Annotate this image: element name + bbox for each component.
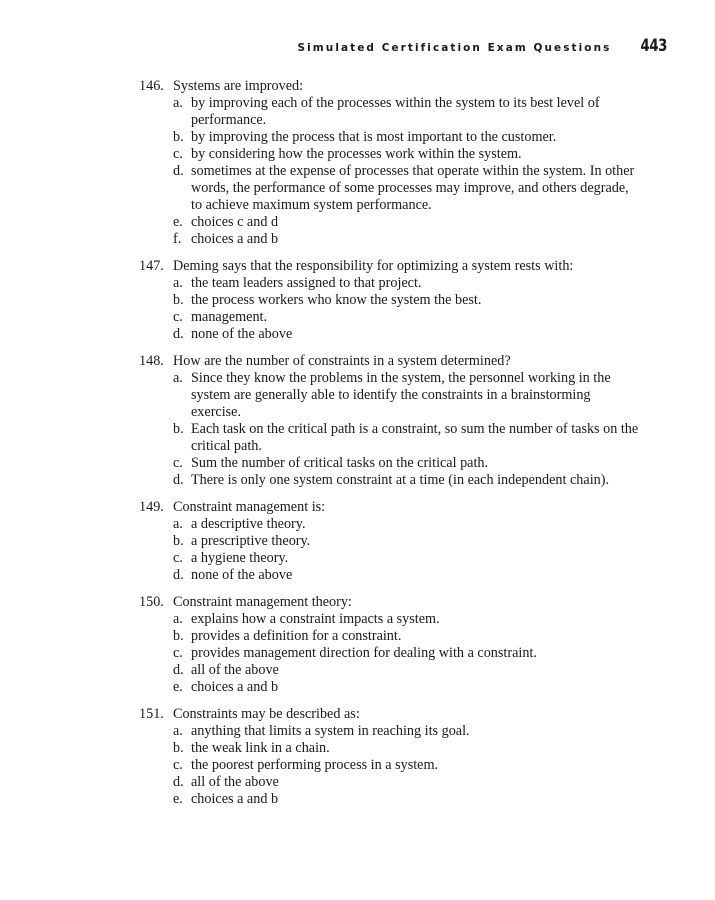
- answer-choice: [173, 309, 639, 326]
- choice-text: a prescriptive theory.: [191, 533, 311, 549]
- answer-choices: [173, 275, 639, 343]
- question-stem: [139, 594, 639, 611]
- question-148: [139, 353, 639, 489]
- question-number: 146.: [139, 78, 164, 94]
- choice-letter: b.: [173, 533, 184, 549]
- choice-text: the process workers who know the system the best.: [191, 292, 482, 308]
- running-header-title: Simulated Certification Exam Questions: [297, 41, 611, 54]
- choice-text: Each task on the critical path is a constraint, so sum the number of tasks on the critical path.: [191, 421, 639, 454]
- question-text: Constraint management theory:: [173, 594, 352, 610]
- choice-text: the team leaders assigned to that project.: [191, 275, 422, 291]
- choice-text: Sum the number of critical tasks on the critical path.: [191, 455, 489, 471]
- choice-letter: a.: [173, 723, 183, 739]
- choice-text: by considering how the processes work within the system.: [191, 146, 522, 162]
- choice-letter: c.: [173, 550, 183, 566]
- answer-choice: [173, 275, 639, 292]
- choice-text: all of the above: [191, 662, 279, 678]
- answer-choice: [173, 129, 639, 146]
- choice-text: management.: [191, 309, 268, 325]
- question-text: How are the number of constraints in a system determined?: [173, 353, 511, 369]
- choice-letter: c.: [173, 146, 183, 162]
- choice-letter: c.: [173, 455, 183, 471]
- answer-choice: [173, 567, 639, 584]
- answer-choice: [173, 757, 639, 774]
- choice-letter: c.: [173, 309, 183, 325]
- answer-choice: [173, 455, 639, 472]
- answer-choices: [173, 611, 639, 696]
- choice-letter: e.: [173, 679, 183, 695]
- question-150: [139, 594, 639, 696]
- answer-choices: [173, 370, 639, 489]
- choice-letter: b.: [173, 628, 184, 644]
- choice-text: sometimes at the expense of processes that operate within the system. In other words, the performance of some processes may improve, and others degrade, to achieve maximum system performance.: [191, 163, 635, 213]
- question-number: 151.: [139, 706, 164, 722]
- choice-letter: d.: [173, 163, 184, 179]
- answer-choice: [173, 214, 639, 231]
- choice-letter: b.: [173, 740, 184, 756]
- answer-choice: [173, 370, 639, 421]
- choice-letter: f.: [173, 231, 182, 247]
- question-stem: [139, 353, 639, 370]
- choice-letter: a.: [173, 275, 183, 291]
- choice-letter: a.: [173, 370, 183, 386]
- choice-text: choices a and b: [191, 791, 279, 807]
- choice-text: explains how a constraint impacts a system.: [191, 611, 440, 627]
- answer-choice: [173, 645, 639, 662]
- answer-choices: [173, 95, 639, 248]
- choice-text: There is only one system constraint at a time (in each independent chain).: [191, 472, 609, 488]
- answer-choice: [173, 146, 639, 163]
- answer-choice: [173, 95, 639, 129]
- choice-text: by improving each of the processes within the system to its best level of performance.: [191, 95, 600, 128]
- choice-letter: a.: [173, 95, 183, 111]
- answer-choice: [173, 662, 639, 679]
- choice-letter: a.: [173, 611, 183, 627]
- choice-letter: d.: [173, 567, 184, 583]
- choice-text: the weak link in a chain.: [191, 740, 330, 756]
- question-stem: [139, 706, 639, 723]
- answer-choice: [173, 774, 639, 791]
- choice-text: provides management direction for dealing with a constraint.: [191, 645, 537, 661]
- choice-letter: e.: [173, 214, 183, 230]
- choice-letter: a.: [173, 516, 183, 532]
- answer-choice: [173, 679, 639, 696]
- answer-choices: [173, 723, 639, 808]
- question-text: Constraint management is:: [173, 499, 326, 515]
- question-text: Constraints may be described as:: [173, 706, 360, 722]
- question-146: [139, 78, 639, 248]
- answer-choice: [173, 611, 639, 628]
- choice-letter: c.: [173, 645, 183, 661]
- question-stem: [139, 258, 639, 275]
- choice-letter: b.: [173, 421, 184, 437]
- question-147: [139, 258, 639, 343]
- choice-letter: d.: [173, 472, 184, 488]
- page-number: 443: [640, 36, 667, 56]
- question-number: 148.: [139, 353, 164, 369]
- answer-choice: [173, 326, 639, 343]
- choice-letter: e.: [173, 791, 183, 807]
- answer-choice: [173, 472, 639, 489]
- choice-text: by improving the process that is most important to the customer.: [191, 129, 557, 145]
- question-number: 149.: [139, 499, 164, 515]
- choice-letter: b.: [173, 292, 184, 308]
- choice-text: none of the above: [191, 567, 293, 583]
- question-text: Systems are improved:: [173, 78, 304, 94]
- choice-letter: d.: [173, 662, 184, 678]
- choice-letter: d.: [173, 774, 184, 790]
- question-text: Deming says that the responsibility for optimizing a system rests with:: [173, 258, 574, 274]
- choice-text: none of the above: [191, 326, 293, 342]
- answer-choice: [173, 550, 639, 567]
- answer-choice: [173, 628, 639, 645]
- answer-choice: [173, 292, 639, 309]
- choice-text: all of the above: [191, 774, 279, 790]
- choice-letter: d.: [173, 326, 184, 342]
- question-list: [139, 78, 639, 818]
- question-151: [139, 706, 639, 808]
- choice-text: a descriptive theory.: [191, 516, 306, 532]
- choice-text: provides a definition for a constraint.: [191, 628, 402, 644]
- choice-text: Since they know the problems in the system, the personnel working in the system are generally able to identify the constraints in a brainstorming exercise.: [191, 370, 611, 420]
- answer-choice: [173, 231, 639, 248]
- choice-text: choices a and b: [191, 679, 279, 695]
- answer-choice: [173, 740, 639, 757]
- question-149: [139, 499, 639, 584]
- answer-choice: [173, 516, 639, 533]
- choice-text: a hygiene theory.: [191, 550, 289, 566]
- question-number: 147.: [139, 258, 164, 274]
- choice-text: choices a and b: [191, 231, 279, 247]
- question-stem: [139, 499, 639, 516]
- choice-text: choices c and d: [191, 214, 279, 230]
- choice-text: anything that limits a system in reaching its goal.: [191, 723, 470, 739]
- answer-choice: [173, 421, 639, 455]
- question-number: 150.: [139, 594, 164, 610]
- choice-text: the poorest performing process in a system.: [191, 757, 439, 773]
- choice-letter: c.: [173, 757, 183, 773]
- answer-choice: [173, 723, 639, 740]
- answer-choice: [173, 791, 639, 808]
- answer-choice: [173, 163, 639, 214]
- choice-letter: b.: [173, 129, 184, 145]
- running-header: [0, 36, 667, 58]
- answer-choices: [173, 516, 639, 584]
- question-stem: [139, 78, 639, 95]
- answer-choice: [173, 533, 639, 550]
